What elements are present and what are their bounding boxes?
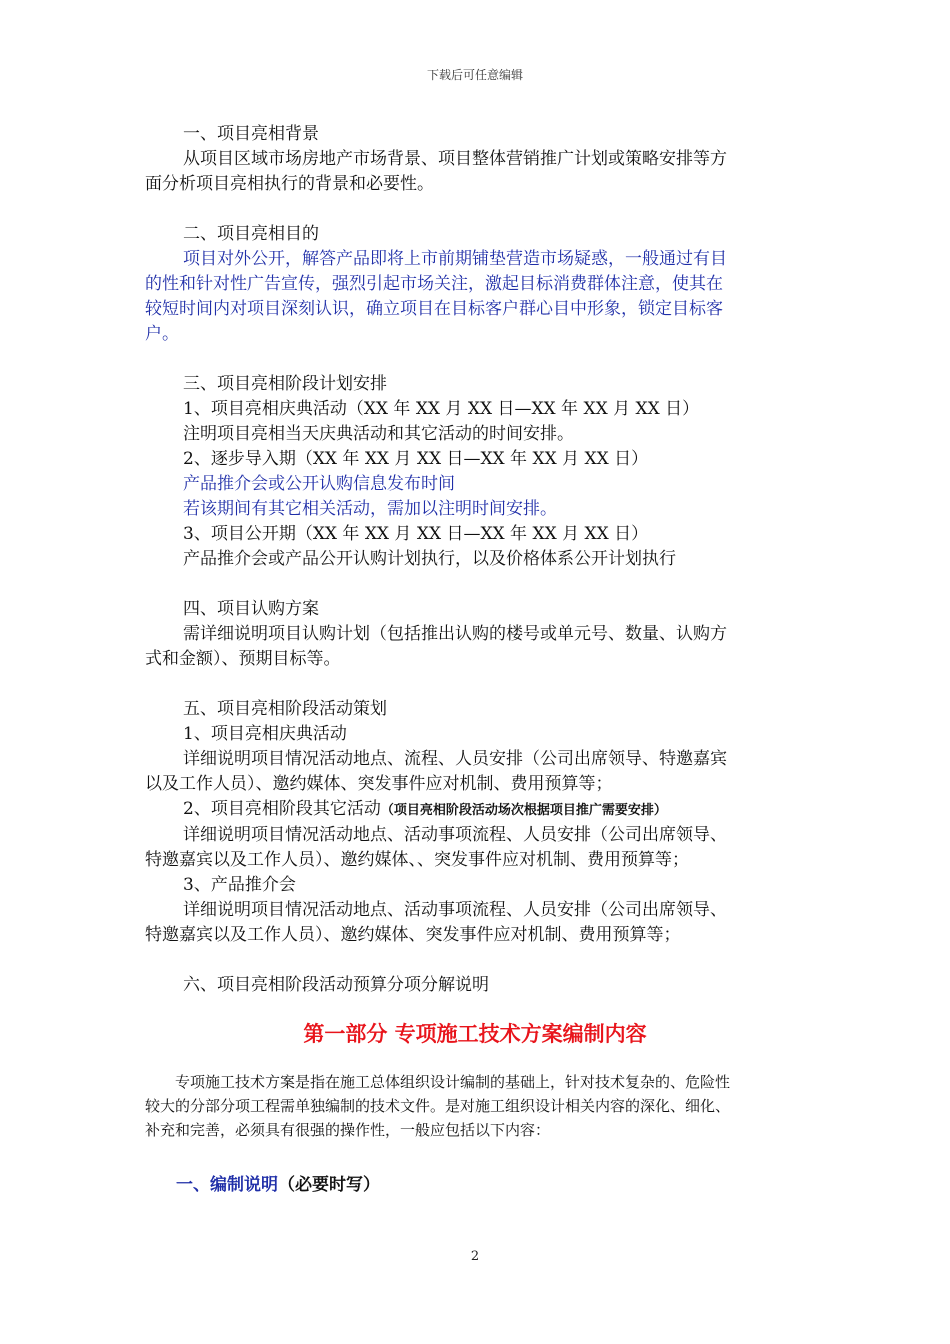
text-line: [145, 873, 809, 898]
intro-paragraph: [145, 1070, 809, 1142]
text-line: [145, 797, 809, 823]
text-line-content: 详细说明项目情况活动地点、流程、人员安排（公司出席领导、特邀嘉宾: [183, 749, 727, 769]
text-line: [145, 122, 809, 147]
text-line-content: 五、项目亮相阶段活动策划: [183, 699, 387, 719]
section-heading-main: 一、编制说明: [176, 1175, 278, 1195]
text-line: [145, 898, 809, 923]
text-line: [145, 772, 809, 797]
text-line-content: 较短时间内对项目深刻认识，确立项目在目标客户群心目中形象，锁定目标客: [145, 299, 723, 319]
text-line-content: 户。: [145, 324, 179, 344]
paragraph-gap: [145, 347, 809, 372]
text-line-note: （项目亮相阶段活动场次根据项目推广需要安排）: [380, 803, 667, 818]
section-heading: [176, 1170, 380, 1195]
text-line: [145, 697, 809, 722]
text-line: [145, 472, 809, 497]
text-line: [145, 322, 809, 347]
text-line: [145, 397, 809, 422]
text-line-content: 面分析项目亮相执行的背景和必要性。: [145, 174, 434, 194]
intro-line: 补充和完善，必须具有很强的操作性，一般应包括以下内容：: [145, 1121, 551, 1139]
intro-line: 较大的分部分项工程需单独编制的技术文件。是对施工组织设计相关内容的深化、细化、: [145, 1097, 731, 1115]
text-line: [145, 372, 809, 397]
text-line-content: 1、项目亮相庆典活动: [183, 724, 347, 744]
page-header: 下载后可任意编辑: [426, 68, 523, 82]
text-line-content: 特邀嘉宾以及工作人员）、邀约媒体、、突发事件应对机制、费用预算等；: [145, 850, 689, 870]
text-line-content: 注明项目亮相当天庆典活动和其它活动的时间安排。: [183, 424, 574, 444]
text-line: [145, 447, 809, 472]
text-line-content: 2、项目亮相阶段其它活动: [183, 799, 381, 819]
text-line: [145, 747, 809, 772]
text-line-content: 特邀嘉宾以及工作人员）、邀约媒体、突发事件应对机制、费用预算等；: [145, 925, 681, 945]
paragraph-gap: [145, 197, 809, 222]
text-line: [145, 597, 809, 622]
text-line: [145, 823, 809, 848]
text-line: [145, 272, 809, 297]
text-line-content: 六、项目亮相阶段活动预算分项分解说明: [183, 975, 489, 995]
page-number: 2: [470, 1249, 480, 1264]
text-line-content: 需详细说明项目认购计划（包括推出认购的楼号或单元号、数量、认购方: [183, 624, 727, 644]
intro-line: 专项施工技术方案是指在施工总体组织设计编制的基础上，针对技术复杂的、危险性: [175, 1073, 731, 1091]
text-line-content: 以及工作人员）、邀约媒体、突发事件应对机制、费用预算等；: [145, 774, 613, 794]
text-line: [145, 647, 809, 672]
paragraph-gap: [145, 572, 809, 597]
text-line-content: 3、项目公开期（XX 年 XX 月 XX 日—XX 年 XX 月 XX 日）: [183, 524, 649, 544]
paragraph-gap: [145, 948, 809, 973]
text-line-content: 产品推介会或公开认购信息发布时间: [183, 474, 455, 494]
text-line: [145, 722, 809, 747]
text-line: [145, 923, 809, 948]
text-line-content: 3、产品推介会: [183, 875, 296, 895]
section-heading-note: （必要时写）: [278, 1175, 380, 1195]
text-line-content: 项目对外公开，解答产品即将上市前期铺垫营造市场疑惑，一般通过有目: [183, 249, 727, 269]
text-line-content: 的性和针对性广告宣传，强烈引起市场关注，激起目标消费群体注意，使其在: [145, 274, 723, 294]
text-line: [145, 973, 809, 998]
text-line-content: 四、项目认购方案: [183, 599, 319, 619]
text-line: [145, 147, 809, 172]
text-line: [145, 622, 809, 647]
text-line-content: 产品推介会或产品公开认购计划执行，以及价格体系公开计划执行: [183, 549, 676, 569]
part-title: 第一部分 专项施工技术方案编制内容: [303, 1022, 647, 1046]
text-line: [145, 522, 809, 547]
text-line-content: 一、项目亮相背景: [183, 124, 319, 144]
document-body: [145, 122, 809, 998]
text-line-content: 式和金额）、预期目标等。: [145, 649, 341, 669]
text-line-content: 从项目区域市场房地产市场背景、项目整体营销推广计划或策略安排等方: [183, 149, 727, 169]
text-line: [145, 547, 809, 572]
text-line: [145, 848, 809, 873]
text-line-content: 1、项目亮相庆典活动（XX 年 XX 月 XX 日—XX 年 XX 月 XX 日）: [183, 399, 700, 419]
text-line: [145, 422, 809, 447]
text-line: [145, 172, 809, 197]
text-line-content: 详细说明项目情况活动地点、活动事项流程、人员安排（公司出席领导、: [183, 825, 727, 845]
text-line-content: 详细说明项目情况活动地点、活动事项流程、人员安排（公司出席领导、: [183, 900, 727, 920]
paragraph-gap: [145, 672, 809, 697]
text-line: [145, 497, 809, 522]
text-line-content: 若该期间有其它相关活动，需加以注明时间安排。: [183, 499, 557, 519]
text-line-content: 三、项目亮相阶段计划安排: [183, 374, 387, 394]
text-line: [145, 247, 809, 272]
text-line: [145, 297, 809, 322]
text-line-content: 2、逐步导入期（XX 年 XX 月 XX 日—XX 年 XX 月 XX 日）: [183, 449, 649, 469]
text-line: [145, 222, 809, 247]
text-line-content: 二、项目亮相目的: [183, 224, 319, 244]
